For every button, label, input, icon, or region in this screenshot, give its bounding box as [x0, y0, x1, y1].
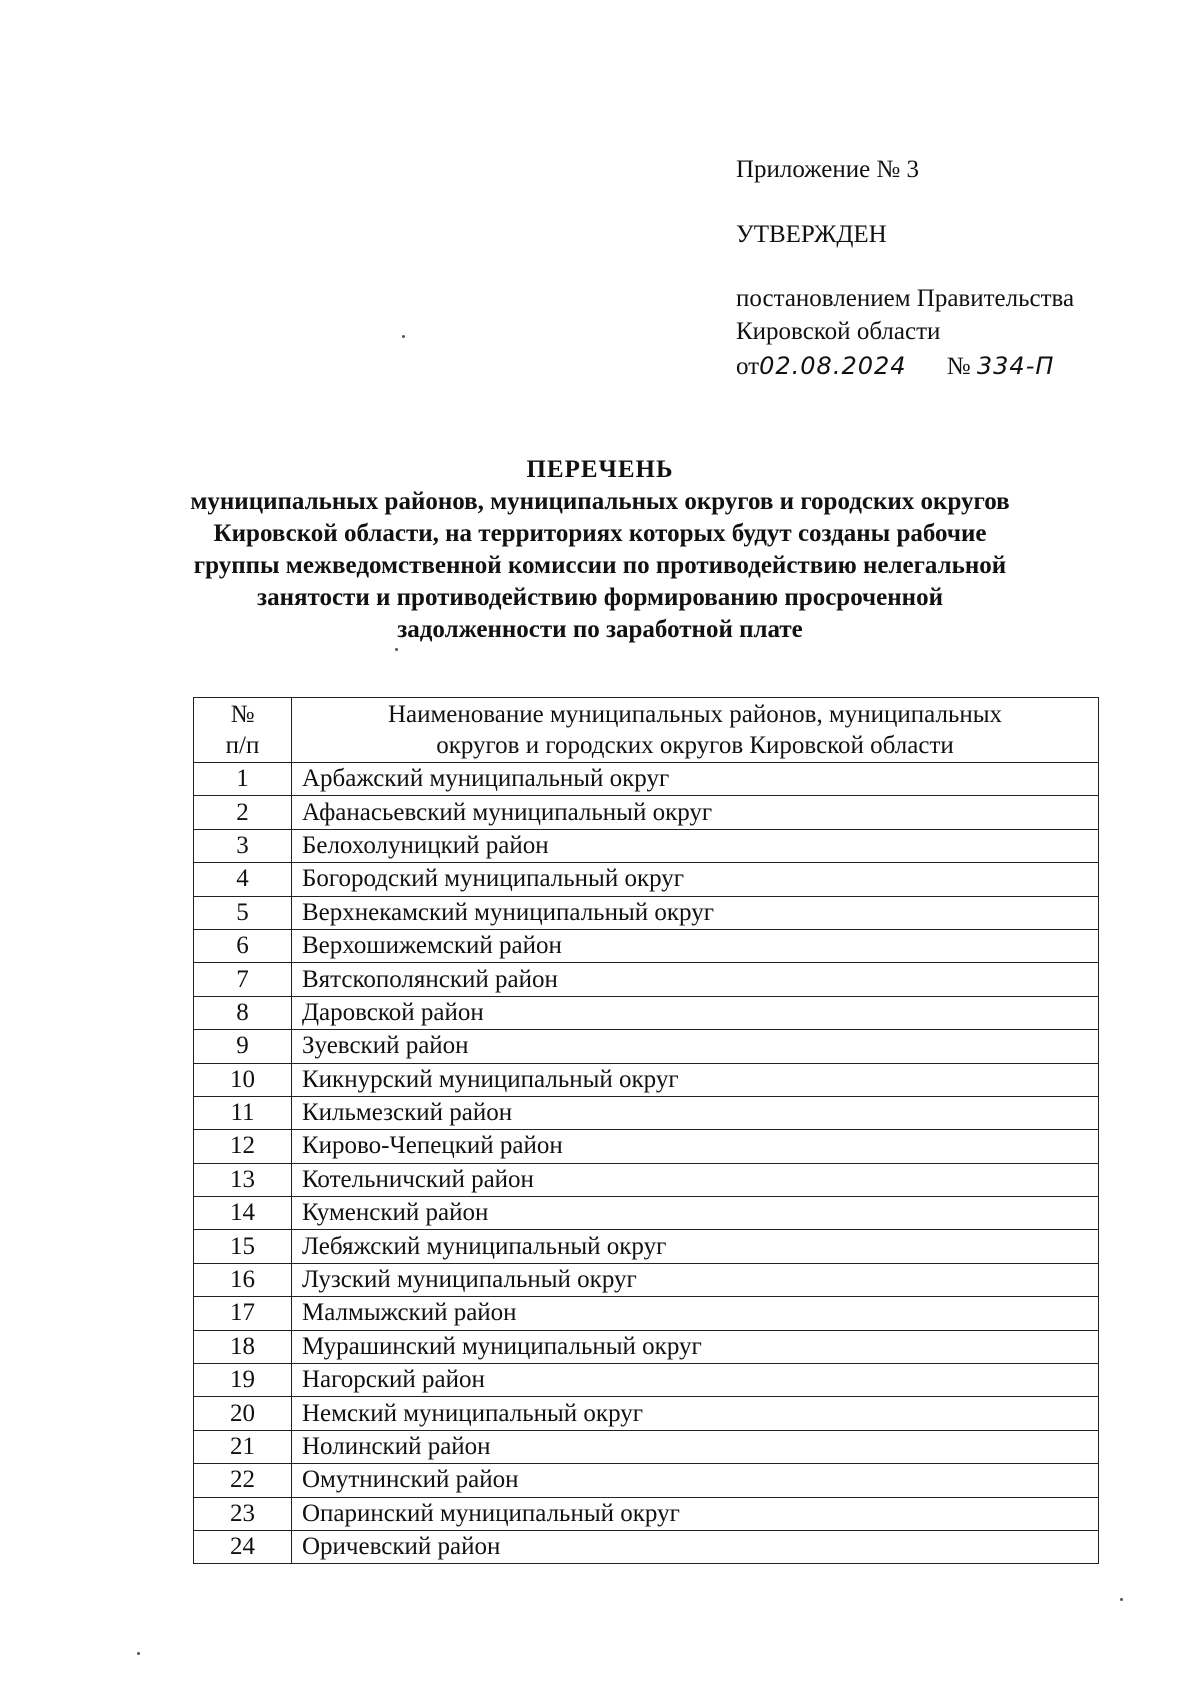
approved-label: УТВЕРЖДЕН [736, 221, 887, 248]
row-number: 21 [194, 1430, 292, 1463]
header-number-cell [194, 698, 292, 763]
scan-speck [137, 1652, 140, 1655]
row-number: 14 [194, 1197, 292, 1230]
table-row [194, 1364, 1099, 1397]
header-number-line: п/п [225, 732, 260, 759]
row-municipality-name: Богородский муниципальный округ [292, 863, 1099, 896]
row-number: 3 [194, 829, 292, 862]
row-municipality-name: Немский муниципальный округ [292, 1397, 1099, 1430]
scan-speck [395, 648, 398, 651]
row-municipality-name: Мурашинский муниципальный округ [292, 1330, 1099, 1363]
row-municipality-name: Лебяжский муниципальный округ [292, 1230, 1099, 1263]
row-municipality-name: Лузский муниципальный округ [292, 1263, 1099, 1296]
table-row [194, 963, 1099, 996]
title-subtitle-line: муниципальных районов, муниципальных округов и городских округов [190, 488, 1010, 515]
table-row [194, 1197, 1099, 1230]
table-row [194, 929, 1099, 962]
row-municipality-name: Нагорский район [292, 1364, 1099, 1397]
header-name-line: округов и городских округов Кировской области [436, 732, 954, 759]
row-municipality-name: Вятскополянский район [292, 963, 1099, 996]
row-municipality-name: Малмыжский район [292, 1297, 1099, 1330]
row-municipality-name: Зуевский район [292, 1030, 1099, 1063]
row-municipality-name: Оричевский район [292, 1530, 1099, 1563]
row-number: 11 [194, 1096, 292, 1129]
scan-speck [402, 335, 405, 338]
scan-speck [1120, 1598, 1123, 1601]
row-municipality-name: Кирово-Чепецкий район [292, 1130, 1099, 1163]
decree-line-1: постановлением Правительства [736, 285, 1075, 312]
table-row [194, 1163, 1099, 1196]
row-municipality-name: Котельничский район [292, 1163, 1099, 1196]
table-row [194, 1230, 1099, 1263]
municipalities-table [193, 697, 1099, 1564]
table-row [194, 1430, 1099, 1463]
table-row [194, 1096, 1099, 1129]
row-number: 20 [194, 1397, 292, 1430]
table-row [194, 1263, 1099, 1296]
title-heading: ПЕРЕЧЕНЬ [526, 456, 674, 483]
table-row [194, 829, 1099, 862]
row-municipality-name: Кикнурский муниципальный округ [292, 1063, 1099, 1096]
row-municipality-name: Кильмезский район [292, 1096, 1099, 1129]
date-prefix: от [736, 353, 760, 380]
appendix-label: Приложение № 3 [736, 156, 920, 183]
row-number: 7 [194, 963, 292, 996]
handwritten-date: 02.08.2024 [759, 352, 907, 380]
header-name-line: Наименование муниципальных районов, муниципальных [387, 701, 1003, 728]
row-number: 8 [194, 996, 292, 1029]
row-municipality-name: Белохолуницкий район [292, 829, 1099, 862]
row-number: 5 [194, 896, 292, 929]
row-municipality-name: Нолинский район [292, 1430, 1099, 1463]
table-row [194, 1130, 1099, 1163]
decree-date-number-line [736, 352, 1054, 381]
row-number: 9 [194, 1030, 292, 1063]
row-number: 4 [194, 863, 292, 896]
row-number: 12 [194, 1130, 292, 1163]
row-number: 15 [194, 1230, 292, 1263]
row-number: 17 [194, 1297, 292, 1330]
row-municipality-name: Верхнекамский муниципальный округ [292, 896, 1099, 929]
header-number-line: № [230, 701, 255, 728]
table-row [194, 1030, 1099, 1063]
table-row [194, 1397, 1099, 1430]
title-subtitle-line: задолженности по заработной плате [397, 616, 803, 643]
title-subtitle-line: группы межведомственной комиссии по противодействию нелегальной [193, 552, 1007, 579]
document-title [150, 454, 1050, 646]
number-prefix: № [946, 353, 971, 380]
table-row [194, 1497, 1099, 1530]
row-municipality-name: Опаринский муниципальный округ [292, 1497, 1099, 1530]
row-number: 2 [194, 796, 292, 829]
table-row [194, 1063, 1099, 1096]
table-row [194, 796, 1099, 829]
row-number: 19 [194, 1364, 292, 1397]
row-municipality-name: Омутнинский район [292, 1464, 1099, 1497]
row-number: 10 [194, 1063, 292, 1096]
row-municipality-name: Даровской район [292, 996, 1099, 1029]
table-row [194, 1464, 1099, 1497]
row-municipality-name: Арбажский муниципальный округ [292, 763, 1099, 796]
table-row [194, 996, 1099, 1029]
table-row [194, 1530, 1099, 1563]
row-number: 6 [194, 929, 292, 962]
row-municipality-name: Афанасьевский муниципальный округ [292, 796, 1099, 829]
row-municipality-name: Куменский район [292, 1197, 1099, 1230]
table-row [194, 763, 1099, 796]
table-body [194, 763, 1099, 1564]
row-municipality-name: Верхошижемский район [292, 929, 1099, 962]
row-number: 1 [194, 763, 292, 796]
title-subtitle-line: занятости и противодействию формированию просроченной [257, 584, 943, 611]
row-number: 13 [194, 1163, 292, 1196]
table-header-row [194, 698, 1099, 763]
table-row [194, 863, 1099, 896]
row-number: 23 [194, 1497, 292, 1530]
header-name-cell [292, 698, 1099, 763]
decree-line-2: Кировской области [736, 318, 941, 345]
handwritten-number: 334-П [976, 352, 1055, 380]
table-row [194, 896, 1099, 929]
row-number: 22 [194, 1464, 292, 1497]
table-row [194, 1330, 1099, 1363]
row-number: 16 [194, 1263, 292, 1296]
title-subtitle-line: Кировской области, на территориях которых будут созданы рабочие [213, 520, 987, 547]
row-number: 24 [194, 1530, 292, 1563]
row-number: 18 [194, 1330, 292, 1363]
table-row [194, 1297, 1099, 1330]
